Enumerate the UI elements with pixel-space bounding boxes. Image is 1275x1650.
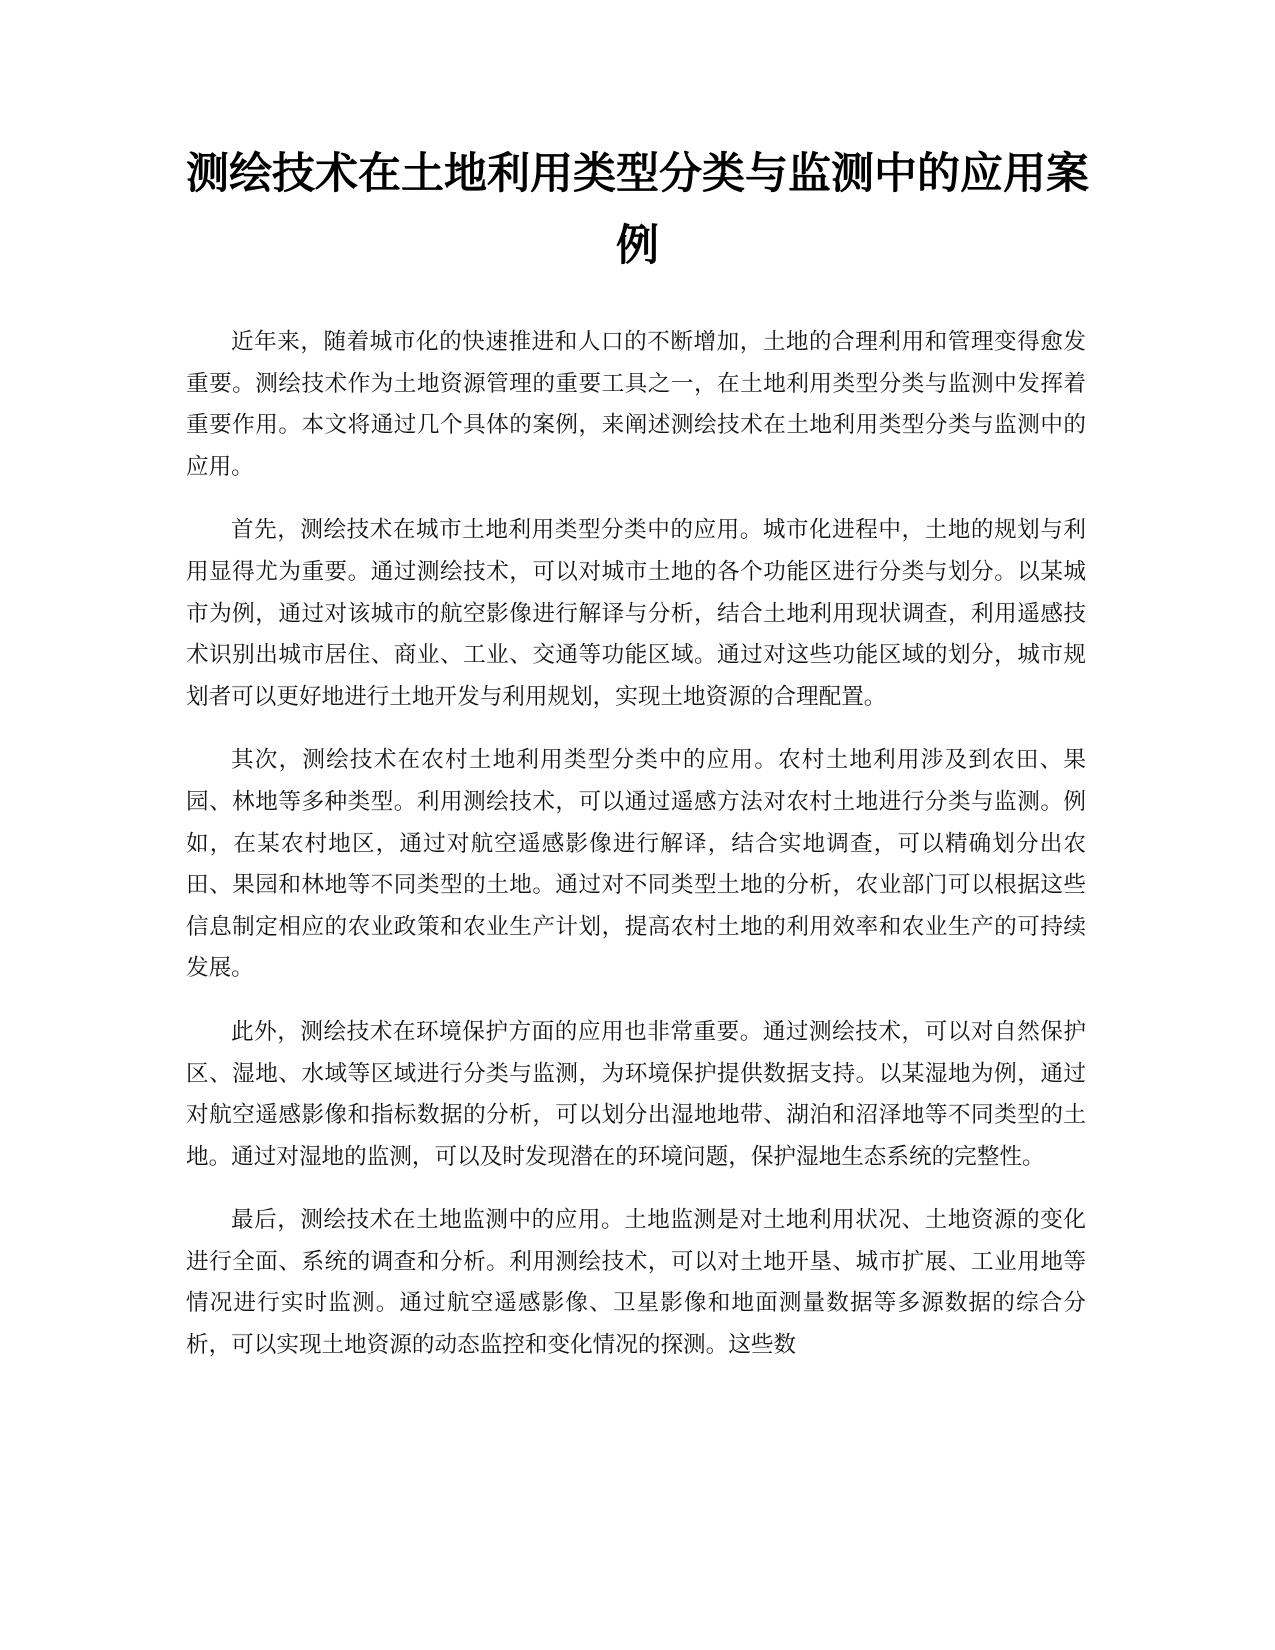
paragraph-rural: 其次，测绘技术在农村土地利用类型分类中的应用。农村土地利用涉及到农田、果园、林地等多种类型。利用测绘技术，可以通过遥感方法对农村土地进行分类与监测。例如，在某农村地区，通过对航空遥感影像进行解译，结合实地调查，可以精确划分出农田、果园和林地等不同类型的土地。通过对不同类型土地的分析，农业部门可以根据这些信息制定相应的农业政策和农业生产计划，提高农村土地的利用效率和农业生产的可持续发展。	[186, 747, 1086, 982]
paragraph-urban: 首先，测绘技术在城市土地利用类型分类中的应用。城市化进程中，土地的规划与利用显得尤为重要。通过测绘技术，可以对城市土地的各个功能区进行分类与划分。以某城市为例，通过对该城市的航空影像进行解译与分析，结合土地利用现状调查，利用遥感技术识别出城市居住、商业、工业、交通等功能区域。通过对这些功能区域的划分，城市规划者可以更好地进行土地开发与利用规划，实现土地资源的合理配置。	[186, 517, 1086, 710]
document-body	[186, 322, 1086, 1389]
paragraph-environment: 此外，测绘技术在环境保护方面的应用也非常重要。通过测绘技术，可以对自然保护区、湿地、水域等区域进行分类与监测，为环境保护提供数据支持。以某湿地为例，通过对航空遥感影像和指标数据的分析，可以划分出湿地地带、湖泊和沼泽地等不同类型的土地。通过对湿地的监测，可以及时发现潜在的环境问题，保护湿地生态系统的完整性。	[186, 1018, 1086, 1170]
paragraph-monitoring: 最后，测绘技术在土地监测中的应用。土地监测是对土地利用状况、土地资源的变化进行全面、系统的调查和分析。利用测绘技术，可以对土地开垦、城市扩展、工业用地等情况进行实时监测。通过航空遥感影像、卫星影像和地面测量数据等多源数据的综合分析，可以实现土地资源的动态监控和变化情况的探测。这些数	[186, 1207, 1086, 1359]
paragraph-intro: 近年来，随着城市化的快速推进和人口的不断增加，土地的合理利用和管理变得愈发重要。测绘技术作为土地资源管理的重要工具之一，在土地利用类型分类与监测中发挥着重要作用。本文将通过几个具体的案例，来阐述测绘技术在土地利用类型分类与监测中的应用。	[186, 329, 1086, 480]
document-title: 测绘技术在土地利用类型分类与监测中的应用案例	[186, 149, 1089, 271]
